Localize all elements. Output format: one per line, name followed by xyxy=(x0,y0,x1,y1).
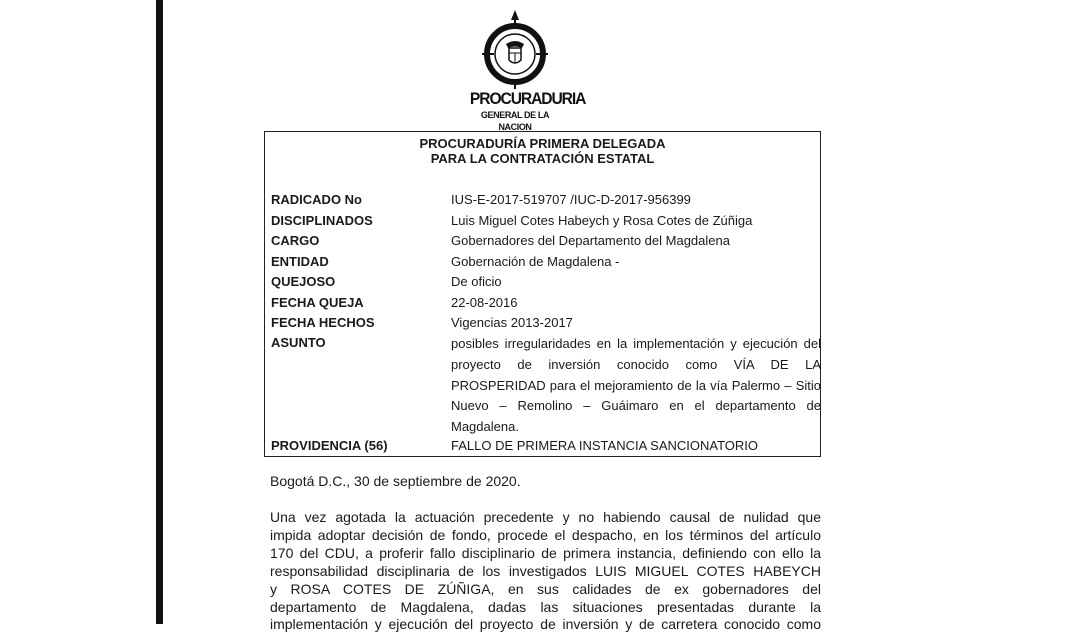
procuraduria-logo xyxy=(466,8,586,132)
field-label: PROVIDENCIA (56) xyxy=(271,438,388,453)
paragraph-line: implementación y ejecución del proyecto de inversión y de carretera conocido como xyxy=(270,616,821,633)
field-value: 22-08-2016 xyxy=(451,294,518,310)
seal-icon xyxy=(476,8,554,90)
field-value: FALLO DE PRIMERA INSTANCIA SANCIONATORIO xyxy=(451,438,759,453)
body-paragraph xyxy=(270,509,821,634)
paragraph-line: Una vez agotada la actuación precedente y no habiendo causal de nulidad que xyxy=(270,509,821,525)
field-label: FECHA QUEJA xyxy=(271,294,364,310)
paragraph-line: departamento de Magdalena, dadas las situaciones presentadas durante la xyxy=(270,598,821,615)
logo-subtitle: GENERAL DE LA NACION xyxy=(480,110,550,132)
page-edge-bar xyxy=(156,0,163,624)
field-label: QUEJOSO xyxy=(271,274,336,289)
field-value: Gobernadores del Departamento del Magdalena xyxy=(451,233,730,248)
case-header-table xyxy=(264,131,821,457)
office-line-2: PARA LA CONTRATACIÓN ESTATAL xyxy=(430,151,655,166)
office-title xyxy=(265,136,820,166)
document-date: Bogotá D.C., 30 de septiembre de 2020. xyxy=(270,473,521,489)
office-line-1: PROCURADURÍA PRIMERA DELEGADA xyxy=(419,136,666,151)
field-value: Gobernación de Magdalena - xyxy=(451,253,620,269)
field-label: ASUNTO xyxy=(271,335,326,350)
field-label: CARGO xyxy=(271,233,320,248)
field-label: RADICADO No xyxy=(271,192,362,207)
field-value: Vigencias 2013-2017 xyxy=(451,315,573,330)
paragraph-line: impida adoptar decisión de fondo, procede el despacho, en los términos del artículo xyxy=(270,526,821,543)
field-label: ENTIDAD xyxy=(271,253,329,269)
paragraph-line: y ROSA COTES DE ZÚÑIGA, en sus calidades de ex gobernadores del xyxy=(270,580,821,597)
field-label: FECHA HECHOS xyxy=(271,315,375,330)
paragraph-line: 170 del CDU, a proferir fallo disciplinario de primera instancia, definiendo con ello la xyxy=(270,544,821,561)
logo-title: PROCURADURIA xyxy=(469,89,586,108)
field-value: De oficio xyxy=(451,274,502,289)
field-value: posibles irregularidades en la implementación y ejecución del proyecto de inversión conocido como VÍA DE LA PROSPERIDAD para el mejoramiento de la vía Palermo – Sitio Nuevo – Remolino – Guáimaro en el departamento de Magdalena. xyxy=(451,336,821,435)
field-value: IUS-E-2017-519707 /IUC-D-2017-956399 xyxy=(451,192,691,207)
field-value: Luis Miguel Cotes Habeych y Rosa Cotes de Zúñiga xyxy=(451,212,753,228)
field-label: DISCIPLINADOS xyxy=(271,212,373,228)
paragraph-line: responsabilidad disciplinaria de los investigados LUIS MIGUEL COTES HABEYCH xyxy=(270,562,821,579)
